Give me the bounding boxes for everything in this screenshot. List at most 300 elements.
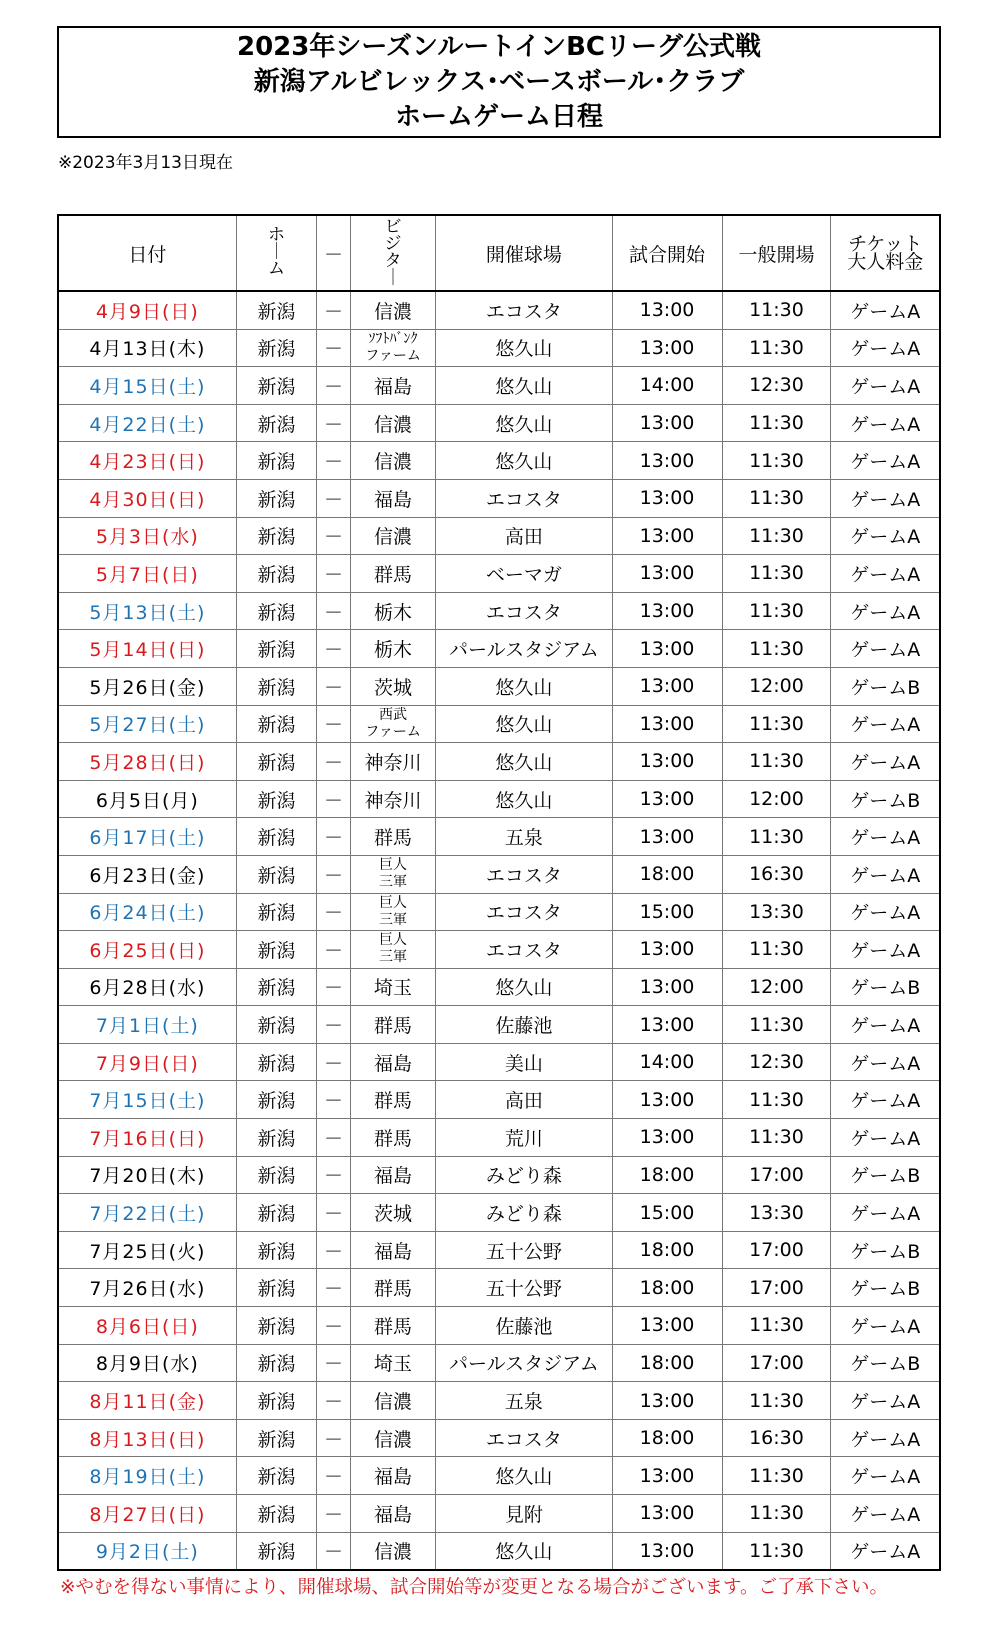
table-row [58, 1194, 940, 1232]
ticket-price-cell: ゲームB [831, 667, 940, 705]
date-cell: 7月1日(土) [58, 1006, 236, 1044]
separator-cell: － [317, 1495, 351, 1533]
gate-open-cell: 11:30 [722, 1006, 831, 1044]
page-title-line1: 2023年シーズンルートインBCリーグ公式戦 [236, 31, 761, 62]
date-cell: 5月26日(金) [58, 667, 236, 705]
start-time-cell: 13:00 [612, 555, 722, 593]
separator-cell: － [317, 1532, 351, 1570]
gate-open-cell: 11:30 [722, 1382, 831, 1420]
ticket-price-cell: ゲームA [831, 291, 940, 329]
separator-cell: － [317, 1269, 351, 1307]
separator-cell: － [317, 1006, 351, 1044]
table-row [58, 1156, 940, 1194]
separator-cell: － [317, 479, 351, 517]
col-header-ticket [831, 215, 940, 291]
table-row [58, 479, 940, 517]
table-row [58, 404, 940, 442]
gate-open-cell: 12:00 [722, 667, 831, 705]
visitor-team-cell: 信濃 [350, 1382, 436, 1420]
visitor-team-cell: 信濃 [350, 1419, 436, 1457]
home-team-cell: 新潟 [236, 893, 316, 931]
gate-open-cell: 12:30 [722, 367, 831, 405]
visitor-team-cell: 信濃 [350, 442, 436, 480]
separator-cell: － [317, 705, 351, 743]
start-time-cell: 13:00 [612, 1532, 722, 1570]
table-row [58, 1269, 940, 1307]
visitor-team-cell: 神奈川 [350, 780, 436, 818]
table-row [58, 780, 940, 818]
visitor-team-cell [350, 893, 436, 931]
date-cell: 5月14日(日) [58, 630, 236, 668]
home-team-cell: 新潟 [236, 1495, 316, 1533]
venue-cell: 悠久山 [436, 404, 612, 442]
visitor-team-cell: 信濃 [350, 291, 436, 329]
visitor-team-line2: ファーム [365, 723, 421, 740]
ticket-price-cell: ゲームA [831, 1495, 940, 1533]
home-team-cell: 新潟 [236, 1156, 316, 1194]
page-title-line2: 新潟アルビレックス･ベースボール･クラブ [253, 66, 745, 97]
start-time-cell: 13:00 [612, 404, 722, 442]
home-team-cell: 新潟 [236, 968, 316, 1006]
start-time-cell: 13:00 [612, 1119, 722, 1157]
table-row [58, 667, 940, 705]
ticket-price-cell: ゲームA [831, 404, 940, 442]
gate-open-cell: 11:30 [722, 743, 831, 781]
start-time-cell: 18:00 [612, 855, 722, 893]
home-team-cell: 新潟 [236, 442, 316, 480]
col-header-venue: 開催球場 [436, 215, 612, 291]
visitor-team-cell: 群馬 [350, 555, 436, 593]
gate-open-cell: 17:00 [722, 1231, 831, 1269]
venue-cell: 美山 [436, 1043, 612, 1081]
visitor-team-cell: 栃木 [350, 592, 436, 630]
col-header-open: 一般開場 [722, 215, 831, 291]
home-team-cell: 新潟 [236, 555, 316, 593]
home-team-cell: 新潟 [236, 1344, 316, 1382]
date-cell: 8月9日(水) [58, 1344, 236, 1382]
home-team-cell: 新潟 [236, 818, 316, 856]
home-team-cell: 新潟 [236, 667, 316, 705]
start-time-cell: 13:00 [612, 818, 722, 856]
start-time-cell: 18:00 [612, 1269, 722, 1307]
ticket-price-cell: ゲームA [831, 1419, 940, 1457]
visitor-team-cell: 茨城 [350, 667, 436, 705]
separator-cell: － [317, 818, 351, 856]
separator-cell: － [317, 291, 351, 329]
gate-open-cell: 11:30 [722, 517, 831, 555]
start-time-cell: 13:00 [612, 592, 722, 630]
col-header-date: 日付 [58, 215, 236, 291]
separator-cell: － [317, 780, 351, 818]
start-time-cell: 13:00 [612, 968, 722, 1006]
start-time-cell: 13:00 [612, 1457, 722, 1495]
separator-cell: － [317, 1119, 351, 1157]
separator-cell: － [317, 592, 351, 630]
col-header-ticket-line1: チケット [848, 233, 923, 255]
table-row [58, 517, 940, 555]
gate-open-cell: 16:30 [722, 855, 831, 893]
vertical-char: ジ [384, 233, 402, 254]
separator-cell: － [317, 743, 351, 781]
start-time-cell: 13:00 [612, 1495, 722, 1533]
home-team-cell: 新潟 [236, 1307, 316, 1345]
home-team-cell: 新潟 [236, 1043, 316, 1081]
table-row [58, 818, 940, 856]
venue-cell: 悠久山 [436, 780, 612, 818]
date-cell: 5月28日(日) [58, 743, 236, 781]
gate-open-cell: 11:30 [722, 931, 831, 969]
venue-cell: 悠久山 [436, 667, 612, 705]
home-team-cell: 新潟 [236, 517, 316, 555]
page-title-line3: ホームゲーム日程 [394, 101, 603, 132]
visitor-team-line2: 三軍 [379, 949, 408, 966]
separator-cell: － [317, 968, 351, 1006]
visitor-team-cell [350, 705, 436, 743]
schedule-table [57, 214, 941, 1571]
venue-cell: パールスタジアム [436, 630, 612, 668]
ticket-price-cell: ゲームA [831, 705, 940, 743]
gate-open-cell: 11:30 [722, 705, 831, 743]
col-header-ticket-line2: 大人料金 [847, 251, 924, 273]
home-team-cell: 新潟 [236, 1419, 316, 1457]
table-row [58, 1081, 940, 1119]
home-team-cell: 新潟 [236, 1231, 316, 1269]
home-team-cell: 新潟 [236, 1006, 316, 1044]
date-cell: 4月13日(木) [58, 329, 236, 367]
venue-cell: エコスタ [436, 592, 612, 630]
home-team-cell: 新潟 [236, 1194, 316, 1232]
ticket-price-cell: ゲームA [831, 1457, 940, 1495]
venue-cell: 佐藤池 [436, 1307, 612, 1345]
separator-cell: － [317, 1307, 351, 1345]
col-header-start: 試合開始 [612, 215, 722, 291]
table-row [58, 968, 940, 1006]
ticket-price-cell: ゲームA [831, 517, 940, 555]
date-cell: 7月22日(土) [58, 1194, 236, 1232]
vertical-char: ム [267, 259, 285, 279]
start-time-cell: 13:00 [612, 705, 722, 743]
home-team-cell: 新潟 [236, 1119, 316, 1157]
table-row [58, 1119, 940, 1157]
venue-cell: 悠久山 [436, 329, 612, 367]
ticket-price-cell: ゲームA [831, 1307, 940, 1345]
ticket-price-cell: ゲームA [831, 329, 940, 367]
home-team-cell: 新潟 [236, 592, 316, 630]
start-time-cell: 18:00 [612, 1344, 722, 1382]
gate-open-cell: 17:00 [722, 1269, 831, 1307]
gate-open-cell: 11:30 [722, 404, 831, 442]
separator-cell: － [317, 630, 351, 668]
venue-cell: エコスタ [436, 479, 612, 517]
ticket-price-cell: ゲームA [831, 367, 940, 405]
venue-cell: 高田 [436, 517, 612, 555]
col-header-visitor [350, 215, 436, 291]
separator-cell: － [317, 1231, 351, 1269]
title-box [57, 26, 941, 138]
venue-cell: 悠久山 [436, 743, 612, 781]
venue-cell: みどり森 [436, 1156, 612, 1194]
separator-cell: － [317, 1156, 351, 1194]
venue-cell: ベーマガ [436, 555, 612, 593]
gate-open-cell: 11:30 [722, 329, 831, 367]
separator-cell: － [317, 1382, 351, 1420]
venue-cell: パールスタジアム [436, 1344, 612, 1382]
table-row [58, 442, 940, 480]
home-team-cell: 新潟 [236, 855, 316, 893]
date-cell: 7月20日(木) [58, 1156, 236, 1194]
table-row [58, 1457, 940, 1495]
ticket-price-cell: ゲームB [831, 780, 940, 818]
start-time-cell: 13:00 [612, 630, 722, 668]
visitor-team-cell: 福島 [350, 1156, 436, 1194]
visitor-team-cell: 福島 [350, 1231, 436, 1269]
visitor-team-line1: 巨人 [379, 932, 408, 949]
venue-cell: 五泉 [436, 1382, 612, 1420]
table-row [58, 592, 940, 630]
start-time-cell: 18:00 [612, 1231, 722, 1269]
gate-open-cell: 11:30 [722, 1307, 831, 1345]
visitor-team-cell: 信濃 [350, 1532, 436, 1570]
separator-cell: － [317, 667, 351, 705]
gate-open-cell: 11:30 [722, 555, 831, 593]
visitor-team-cell: 神奈川 [350, 743, 436, 781]
visitor-team-cell: 福島 [350, 1495, 436, 1533]
vertical-char: ｜ [267, 242, 285, 262]
gate-open-cell: 11:30 [722, 442, 831, 480]
venue-cell: エコスタ [436, 931, 612, 969]
ticket-price-cell: ゲームA [831, 1382, 940, 1420]
schedule-rows [58, 291, 940, 1570]
venue-cell: 佐藤池 [436, 1006, 612, 1044]
date-cell: 5月7日(日) [58, 555, 236, 593]
home-team-cell: 新潟 [236, 404, 316, 442]
start-time-cell: 13:00 [612, 780, 722, 818]
date-cell: 9月2日(土) [58, 1532, 236, 1570]
date-cell: 8月6日(日) [58, 1307, 236, 1345]
home-team-cell: 新潟 [236, 1269, 316, 1307]
date-cell: 7月16日(日) [58, 1119, 236, 1157]
home-team-cell: 新潟 [236, 1532, 316, 1570]
date-cell: 6月24日(土) [58, 893, 236, 931]
ticket-price-cell: ゲームA [831, 1006, 940, 1044]
home-team-cell: 新潟 [236, 630, 316, 668]
visitor-team-cell: 群馬 [350, 1006, 436, 1044]
date-cell: 7月26日(水) [58, 1269, 236, 1307]
table-row [58, 1419, 940, 1457]
table-row [58, 1006, 940, 1044]
date-cell: 8月13日(日) [58, 1419, 236, 1457]
visitor-team-cell: 信濃 [350, 517, 436, 555]
home-team-cell: 新潟 [236, 367, 316, 405]
vertical-char: ホ [267, 225, 285, 245]
date-cell: 4月30日(日) [58, 479, 236, 517]
visitor-team-cell: 群馬 [350, 1307, 436, 1345]
table-row [58, 705, 940, 743]
date-cell: 5月13日(土) [58, 592, 236, 630]
gate-open-cell: 12:30 [722, 1043, 831, 1081]
table-row [58, 1231, 940, 1269]
home-team-cell: 新潟 [236, 1457, 316, 1495]
visitor-team-line2: ファーム [365, 347, 421, 364]
separator-cell: － [317, 1194, 351, 1232]
start-time-cell: 15:00 [612, 893, 722, 931]
home-team-cell: 新潟 [236, 1382, 316, 1420]
venue-cell: 悠久山 [436, 968, 612, 1006]
gate-open-cell: 17:00 [722, 1156, 831, 1194]
gate-open-cell: 11:30 [722, 1495, 831, 1533]
visitor-team-cell: 茨城 [350, 1194, 436, 1232]
venue-cell: 高田 [436, 1081, 612, 1119]
ticket-price-cell: ゲームA [831, 893, 940, 931]
separator-cell: － [317, 329, 351, 367]
start-time-cell: 13:00 [612, 667, 722, 705]
visitor-team-cell: 福島 [350, 479, 436, 517]
gate-open-cell: 11:30 [722, 592, 831, 630]
table-row [58, 329, 940, 367]
ticket-price-cell: ゲームB [831, 968, 940, 1006]
table-row [58, 1307, 940, 1345]
col-header-home-vertical [268, 227, 285, 278]
venue-cell: エコスタ [436, 893, 612, 931]
gate-open-cell: 17:00 [722, 1344, 831, 1382]
visitor-team-line1: 巨人 [379, 857, 408, 874]
start-time-cell: 18:00 [612, 1419, 722, 1457]
date-cell: 6月23日(金) [58, 855, 236, 893]
ticket-price-cell: ゲームB [831, 1269, 940, 1307]
table-row [58, 630, 940, 668]
separator-cell: － [317, 931, 351, 969]
venue-cell: みどり森 [436, 1194, 612, 1232]
table-row [58, 1495, 940, 1533]
visitor-team-cell: 福島 [350, 1043, 436, 1081]
separator-cell: － [317, 1457, 351, 1495]
date-cell: 5月27日(土) [58, 705, 236, 743]
separator-cell: － [317, 404, 351, 442]
gate-open-cell: 11:30 [722, 818, 831, 856]
venue-cell: 悠久山 [436, 705, 612, 743]
vertical-char: タ [384, 250, 402, 271]
gate-open-cell: 11:30 [722, 1081, 831, 1119]
date-cell: 6月25日(日) [58, 931, 236, 969]
table-row [58, 555, 940, 593]
visitor-team-cell: 群馬 [350, 1119, 436, 1157]
table-row [58, 931, 940, 969]
gate-open-cell: 11:30 [722, 1457, 831, 1495]
vertical-char: ビ [384, 216, 402, 237]
visitor-team-line1: 西武 [379, 706, 408, 723]
home-team-cell: 新潟 [236, 705, 316, 743]
venue-cell: エコスタ [436, 855, 612, 893]
date-cell: 8月11日(金) [58, 1382, 236, 1420]
visitor-team-cell: 群馬 [350, 1081, 436, 1119]
separator-cell: － [317, 442, 351, 480]
ticket-price-cell: ゲームB [831, 1231, 940, 1269]
gate-open-cell: 16:30 [722, 1419, 831, 1457]
start-time-cell: 13:00 [612, 1382, 722, 1420]
col-header-sep: － [317, 215, 351, 291]
as-of-date: ※2023年3月13日現在 [58, 153, 233, 173]
gate-open-cell: 11:30 [722, 291, 831, 329]
gate-open-cell: 12:00 [722, 968, 831, 1006]
date-cell: 7月9日(日) [58, 1043, 236, 1081]
separator-cell: － [317, 1344, 351, 1382]
venue-cell: 五十公野 [436, 1269, 612, 1307]
ticket-price-cell: ゲームB [831, 1344, 940, 1382]
venue-cell: 悠久山 [436, 1532, 612, 1570]
date-cell: 6月28日(水) [58, 968, 236, 1006]
ticket-price-cell: ゲームA [831, 592, 940, 630]
date-cell: 4月9日(日) [58, 291, 236, 329]
start-time-cell: 13:00 [612, 291, 722, 329]
date-cell: 5月3日(水) [58, 517, 236, 555]
gate-open-cell: 11:30 [722, 1532, 831, 1570]
visitor-team-cell: 群馬 [350, 818, 436, 856]
col-header-home [236, 215, 316, 291]
ticket-price-cell: ゲームA [831, 1081, 940, 1119]
start-time-cell: 13:00 [612, 442, 722, 480]
visitor-team-cell: 栃木 [350, 630, 436, 668]
date-cell: 7月15日(土) [58, 1081, 236, 1119]
visitor-team-line1: 巨人 [379, 894, 408, 911]
start-time-cell: 14:00 [612, 1043, 722, 1081]
start-time-cell: 13:00 [612, 743, 722, 781]
separator-cell: － [317, 555, 351, 593]
date-cell: 6月17日(土) [58, 818, 236, 856]
venue-cell: 悠久山 [436, 1457, 612, 1495]
ticket-price-cell: ゲームA [831, 855, 940, 893]
start-time-cell: 13:00 [612, 1307, 722, 1345]
start-time-cell: 13:00 [612, 479, 722, 517]
home-team-cell: 新潟 [236, 329, 316, 367]
table-row [58, 855, 940, 893]
date-cell: 7月25日(火) [58, 1231, 236, 1269]
separator-cell: － [317, 517, 351, 555]
table-row [58, 1532, 940, 1570]
table-row [58, 1344, 940, 1382]
ticket-price-cell: ゲームA [831, 1119, 940, 1157]
start-time-cell: 13:00 [612, 1081, 722, 1119]
gate-open-cell: 11:30 [722, 630, 831, 668]
date-cell: 4月22日(土) [58, 404, 236, 442]
visitor-team-cell [350, 855, 436, 893]
visitor-team-cell: 群馬 [350, 1269, 436, 1307]
venue-cell: 五十公野 [436, 1231, 612, 1269]
col-header-visitor-vertical [384, 216, 402, 288]
ticket-price-cell: ゲームA [831, 442, 940, 480]
ticket-price-cell: ゲームA [831, 743, 940, 781]
home-team-cell: 新潟 [236, 1081, 316, 1119]
visitor-team-cell: 福島 [350, 367, 436, 405]
venue-cell: 荒川 [436, 1119, 612, 1157]
table-row [58, 367, 940, 405]
gate-open-cell: 12:00 [722, 780, 831, 818]
visitor-team-cell: 信濃 [350, 404, 436, 442]
start-time-cell: 15:00 [612, 1194, 722, 1232]
ticket-price-cell: ゲームB [831, 1156, 940, 1194]
separator-cell: － [317, 1419, 351, 1457]
home-team-cell: 新潟 [236, 931, 316, 969]
header-row [58, 215, 940, 291]
visitor-team-cell [350, 931, 436, 969]
home-team-cell: 新潟 [236, 479, 316, 517]
gate-open-cell: 13:30 [722, 1194, 831, 1232]
ticket-price-cell: ゲームA [831, 1194, 940, 1232]
venue-cell: 悠久山 [436, 442, 612, 480]
venue-cell: エコスタ [436, 1419, 612, 1457]
date-cell: 4月23日(日) [58, 442, 236, 480]
visitor-team-line1: ｿﾌﾄﾊﾞﾝｸ [368, 330, 418, 347]
start-time-cell: 13:00 [612, 931, 722, 969]
